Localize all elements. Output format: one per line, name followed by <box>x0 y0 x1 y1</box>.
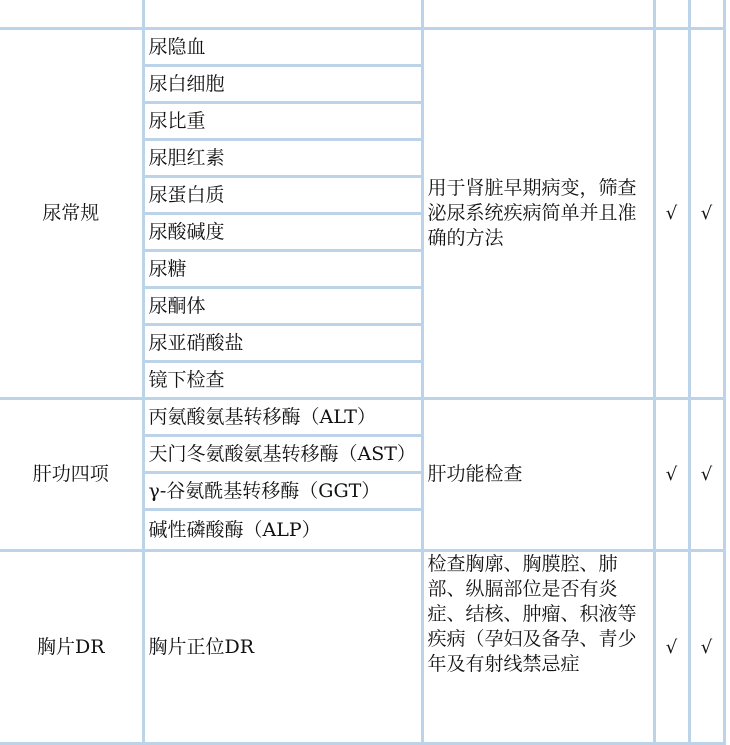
check-mark: √ <box>654 551 689 744</box>
description-cell: 肝功能检查 <box>422 399 654 551</box>
category-cell: 肝功四项 <box>0 399 143 551</box>
check-mark: √ <box>689 551 724 744</box>
category-cell: 胸片DR <box>0 551 143 744</box>
check-mark: √ <box>689 399 724 551</box>
item-cell: 天门冬氨酸氨基转移酶（AST） <box>143 436 422 473</box>
item-cell: 镜下检查 <box>143 362 422 399</box>
description-cell: 用于肾脏早期病变，筛查泌尿系统疾病简单并且准确的方法 <box>422 29 654 399</box>
item-cell: 尿隐血 <box>143 29 422 66</box>
category-cell <box>0 0 143 29</box>
item-cell: 尿亚硝酸盐 <box>143 325 422 362</box>
check-mark: √ <box>654 399 689 551</box>
item-cell <box>143 0 422 29</box>
item-cell: γ-谷氨酰基转移酶（GGT） <box>143 473 422 510</box>
description-cell: 检查胸廓、胸膜腔、肺部、纵膈部位是否有炎症、结核、肿瘤、积液等疾病（孕妇及备孕、青少年及有射线禁忌症 <box>422 551 654 744</box>
table-row <box>0 551 724 744</box>
check-cell <box>689 0 724 29</box>
item-cell: 丙氨酸氨基转移酶（ALT） <box>143 399 422 436</box>
item-cell: 尿比重 <box>143 103 422 140</box>
category-cell: 尿常规 <box>0 29 143 399</box>
description-cell <box>422 0 654 29</box>
item-cell: 胸片正位DR <box>143 551 422 744</box>
check-mark: √ <box>689 29 724 399</box>
item-cell: 尿白细胞 <box>143 66 422 103</box>
table-row <box>0 29 724 66</box>
table-row-previous <box>0 0 724 29</box>
check-mark: √ <box>654 29 689 399</box>
check-cell <box>654 0 689 29</box>
item-cell: 尿酮体 <box>143 288 422 325</box>
item-cell: 尿胆红素 <box>143 140 422 177</box>
item-cell: 尿酸碱度 <box>143 214 422 251</box>
item-cell: 碱性磷酸酶（ALP） <box>143 510 422 551</box>
item-cell: 尿糖 <box>143 251 422 288</box>
table-row <box>0 399 724 436</box>
item-cell: 尿蛋白质 <box>143 177 422 214</box>
